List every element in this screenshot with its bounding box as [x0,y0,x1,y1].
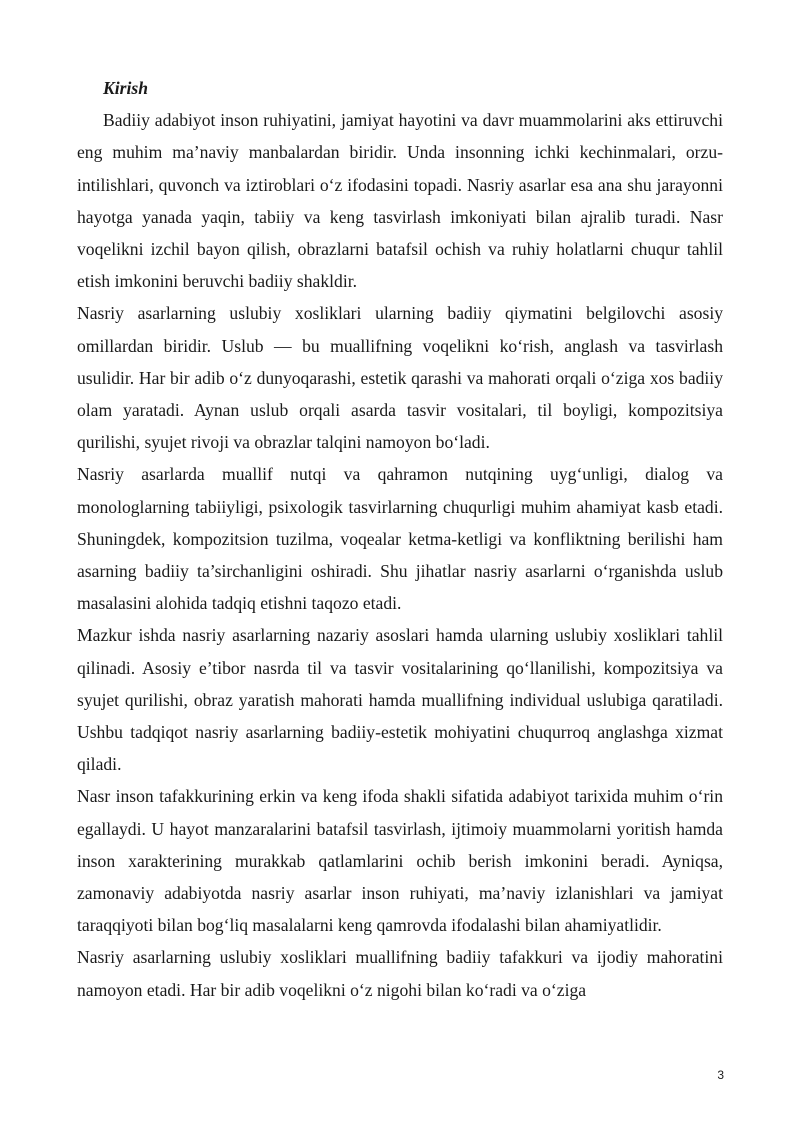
page-body [77,72,723,1006]
page-number: 3 [717,1068,724,1082]
paragraph-5: Nasr inson tafakkurining erkin va keng ifoda shakli sifatida adabiyot tarixida muhim o‘rin egallaydi. U hayot manzaralarini batafsil tasvirlash, ijtimoiy muammolarni yoritish hamda inson xarakterining murakkab qatlamlarini ochib berish imkonini beradi. Ayniqsa, zamonaviy adabiyotda nasriy asarlar inson ruhiyati, ma’naviy izlanishlari va jamiyat taraqqiyoti bilan bog‘liq masalalarni keng qamrovda ifodalashi bilan ahamiyatlidir. [77,786,723,936]
paragraph-6: Nasriy asarlarning uslubiy xosliklari muallifning badiiy tafakkuri va ijodiy mahoratini namoyon etadi. Har bir adib voqelikni o‘z nigohi bilan ko‘radi va o‘ziga [77,947,723,1000]
paragraph-1: Badiiy adabiyot inson ruhiyatini, jamiyat hayotini va davr muammolarini aks ettiruvchi eng muhim ma’naviy manbalardan biridir. Unda insonning ichki kechinmalari, orzu-intilishlari, quvonch va iztiroblari o‘z ifodasini topadi. Nasriy asarlar esa ana shu jarayonni hayotga yanada yaqin, tabiiy va keng tasvirlash imkoniyati bilan ajralib turadi. Nasr voqelikni izchil bayon qilish, obrazlarni batafsil ochish va ruhiy holatlarni chuqur tahlil etish imkonini beruvchi badiiy shakldir. [77,110,723,292]
paragraph-3: Nasriy asarlarda muallif nutqi va qahramon nutqining uyg‘unligi, dialog va monologlarning tabiiyligi, psixologik tasvirlarning chuqurligi muhim ahamiyat kasb etadi. Shuningdek, kompozitsion tuzilma, voqealar ketma-ketligi va konfliktning berilishi ham asarning badiiy ta’sirchanligini oshiradi. Shu jihatlar nasriy asarlarni o‘rganishda uslub masalasini alohida tadqiq etishni taqozo etadi. [77,464,723,614]
paragraph-4: Mazkur ishda nasriy asarlarning nazariy asoslari hamda ularning uslubiy xosliklari tahlil qilinadi. Asosiy e’tibor nasrda til va tasvir vositalarining qo‘llanilishi, kompozitsiya va syujet qurilishi, obraz yaratish mahorati hamda muallifning individual uslubiga qaratiladi. Ushbu tadqiqot nasriy asarlarning badiiy-estetik mohiyatini chuqurroq anglashga xizmat qiladi. [77,625,723,775]
paragraph-2: Nasriy asarlarning uslubiy xosliklari ularning badiiy qiymatini belgilovchi asosiy omillardan biridir. Uslub — bu muallifning voqelikni ko‘rish, anglash va tasvirlash usulidir. Har bir adib o‘z dunyoqarashi, estetik qarashi va mahorati orqali o‘ziga xos badiiy olam yaratadi. Aynan uslub orqali asarda tasvir vositalari, til boyligi, kompozitsiya qurilishi, syujet rivoji va obrazlar talqini namoyon bo‘ladi. [77,303,723,453]
section-heading: Kirish [103,78,148,98]
